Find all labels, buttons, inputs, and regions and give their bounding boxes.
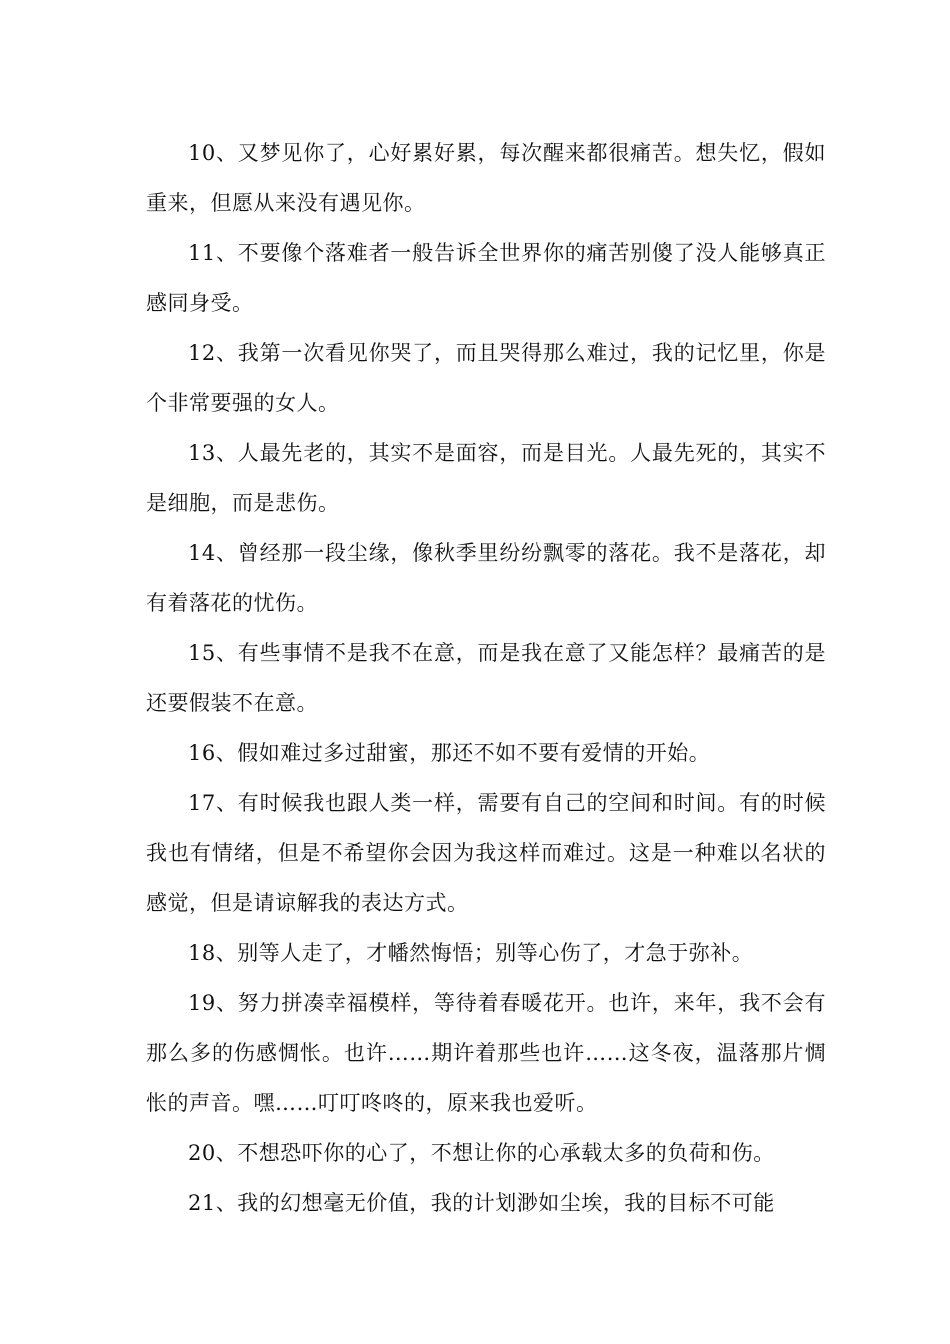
paragraph-16: 16、假如难过多过甜蜜，那还不如不要有爱情的开始。 [188,741,711,765]
paragraph-10: 10、又梦见你了，心好累好累，每次醒来都很痛苦。想失忆，假如重来，但愿从来没有遇见你。 [146,141,826,215]
paragraph-20: 20、不想恐吓你的心了，不想让你的心承载太多的负荷和伤。 [188,1141,775,1165]
paragraph-12: 12、我第一次看见你哭了，而且哭得那么难过，我的记忆里，你是个非常要强的女人。 [146,341,826,415]
paragraph-17: 17、有时候我也跟人类一样，需要有自己的空间和时间。有的时候我也有情绪，但是不希望你会因为我这样而难过。这是一种难以名状的感觉，但是请谅解我的表达方式。 [146,791,826,915]
paragraph-15: 15、有些事情不是我不在意，而是我在意了又能怎样？最痛苦的是还要假装不在意。 [146,641,826,715]
paragraph-11: 11、不要像个落难者一般告诉全世界你的痛苦别傻了没人能够真正感同身受。 [146,241,826,315]
paragraph-18: 18、别等人走了，才幡然悔悟；别等心伤了，才急于弥补。 [188,941,754,965]
document-body [146,128,826,1228]
paragraph-13: 13、人最先老的，其实不是面容，而是目光。人最先死的，其实不是细胞，而是悲伤。 [146,441,826,515]
paragraph-21: 21、我的幻想毫无价值，我的计划渺如尘埃，我的目标不可能 [188,1191,775,1215]
paragraph-19: 19、努力拼凑幸福模样，等待着春暖花开。也许，来年，我不会有那么多的伤感惆怅。也许……期许着那些也许……这冬夜，温落那片惆怅的声音。嘿……叮叮咚咚的，原来我也爱听。 [146,991,826,1115]
paragraph-14: 14、曾经那一段尘缘，像秋季里纷纷飘零的落花。我不是落花，却有着落花的忧伤。 [146,541,826,615]
